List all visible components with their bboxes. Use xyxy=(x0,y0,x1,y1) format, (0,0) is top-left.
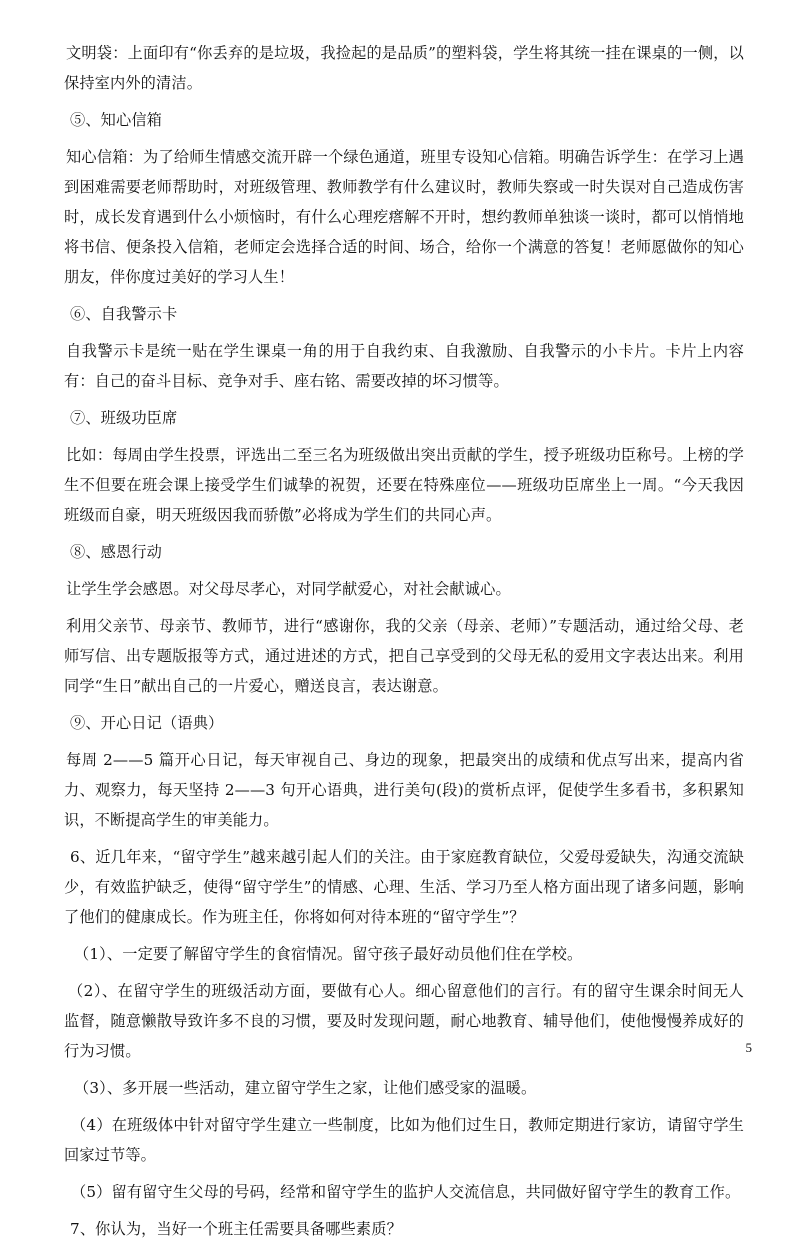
paragraph-gratitude-detail: 利用父亲节、母亲节、教师节，进行“感谢你，我的父亲（母亲、老师）”专题活动，通过给父母、老师写信、出专题版报等方式，通过进述的方式，把自己享受到的父母无私的爱用文字表达出来。利用同学“生日”献出自己的一片爱心，赠送良言，表达谢意。 xyxy=(64,617,744,695)
paragraph-civilization-bag: 文明袋：上面印有“你丢弃的是垃圾，我捡起的是品质”的塑料袋，学生将其统一挂在课桌的一侧，以保持室内外的清洁。 xyxy=(64,44,744,92)
answer-item-5: （5）留有留守生父母的号码，经常和留守学生的监护人交流信息，共同做好留守学生的教育工作。 xyxy=(71,1183,741,1201)
heading-class-merit-seat: ⑦、班级功臣席 xyxy=(70,409,178,427)
heading-happy-diary: ⑨、开心日记（语典） xyxy=(70,714,224,732)
question-7: 7、你认为，当好一个班主任需要具备哪些素质？ xyxy=(70,1220,402,1238)
page-body xyxy=(64,38,744,1251)
page-number: 5 xyxy=(745,1040,752,1055)
paragraph-self-warning-card: 自我警示卡是统一贴在学生课桌一角的用于自我约束、自我激励、自我警示的小卡片。卡片上内容有：自己的奋斗目标、竞争对手、座右铭、需要改掉的坏习惯等。 xyxy=(64,342,744,390)
answer-item-3: （3）、多开展一些活动，建立留守学生之家，让他们感受家的温暖。 xyxy=(74,1079,537,1097)
heading-self-warning-card: ⑥、自我警示卡 xyxy=(70,305,178,323)
answer-item-2: （2）、在留守学生的班级活动方面，要做有心人。细心留意他们的言行。有的留守生课余时间无人监督，随意懒散导致许多不良的习惯，要及时发现问题，耐心地教育、辅导他们，使他慢慢养成好的行为习惯。 xyxy=(64,982,744,1060)
answer-item-4: （4）在班级体中针对留守学生建立一些制度，比如为他们过生日，教师定期进行家访，请留守学生回家过节等。 xyxy=(64,1116,744,1164)
paragraph-gratitude-intro: 让学生学会感恩。对父母尽孝心，对同学献爱心，对社会献诚心。 xyxy=(66,580,511,598)
heading-heart-mailbox: ⑤、知心信箱 xyxy=(70,111,163,129)
paragraph-happy-diary: 每周 2——5 篇开心日记，每天审视自己、身边的现象，把最突出的成绩和优点写出来，提高内省力、观察力，每天坚持 2——3 句开心语典，进行美句(段)的赏析点评，促使学生多看书，多积累知识，不断提高学生的审美能力。 xyxy=(64,751,744,829)
question-6: 6、近几年来，“留守学生”越来越引起人们的关注。由于家庭教育缺位，父爱母爱缺失，沟通交流缺少，有效监护缺乏，使得“留守学生”的情感、心理、生活、学习乃至人格方面出现了诸多问题，影响了他们的健康成长。作为班主任，你将如何对待本班的“留守学生”？ xyxy=(64,848,744,926)
paragraph-class-merit-seat: 比如：每周由学生投票，评选出二至三名为班级做出突出贡献的学生，授予班级功臣称号。上榜的学生不但要在班会课上接受学生们诚挚的祝贺，还要在特殊座位——班级功臣席坐上一周。“今天我因班级而自豪，明天班级因我而骄傲”必将成为学生们的共同心声。 xyxy=(64,446,744,524)
answer-item-1: （1）、一定要了解留守学生的食宿情况。留守孩子最好动员他们住在学校。 xyxy=(74,945,583,963)
heading-gratitude-action: ⑧、感恩行动 xyxy=(70,543,163,561)
paragraph-heart-mailbox: 知心信箱：为了给师生情感交流开辟一个绿色通道，班里专设知心信箱。明确告诉学生：在学习上遇到困难需要老师帮助时，对班级管理、教师教学有什么建议时，教师失察或一时失误对自己造成伤害时，成长发育遇到什么小烦恼时，有什么心理疙瘩解不开时，想约教师单独谈一谈时，都可以悄悄地将书信、便条投入信箱，老师定会选择合适的时间、场合，给你一个满意的答复！老师愿做你的知心朋友，伴你度过美好的学习人生！ xyxy=(64,148,744,286)
